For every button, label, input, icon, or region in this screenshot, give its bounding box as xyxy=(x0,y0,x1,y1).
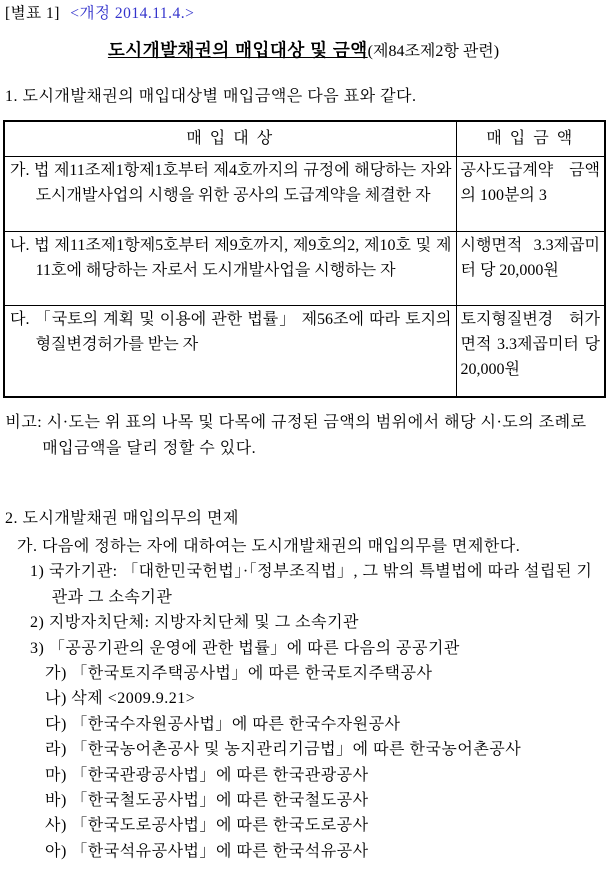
purchase-table xyxy=(3,120,606,398)
annex-label: [별표 1] xyxy=(5,5,60,22)
table-row-na xyxy=(4,231,605,305)
list-item-3-da: 다) 「한국수자원공사법」에 따른 한국수자원공사 xyxy=(45,715,401,733)
target-text-na: 나. 법 제11조제1항제5호부터 제9호까지, 제9호의2, 제10호 및 제11호에 해당하는 자로서 도시개발사업을 시행하는 자 xyxy=(10,236,452,279)
target-cell-na xyxy=(4,231,456,305)
amount-cell-ga: 공사도급계약 금액의 100분의 3 xyxy=(456,156,605,231)
target-text-ga: 가. 법 제11조제1항제1호부터 제4호까지의 규정에 해당하는 자와 도시개발사업의 시행을 위한 공사의 도급계약을 체결한 자 xyxy=(10,161,452,204)
list-item-3-a: 아) 「한국석유공사법」에 따른 한국석유공사 xyxy=(45,842,369,860)
target-text-da: 다. 「국토의 계획 및 이용에 관한 법률」 제56조에 따라 토지의 형질변경허가를 받는 자 xyxy=(10,310,452,353)
list-item-2: 2) 지방자치단체: 지방자치단체 및 그 소속기관 xyxy=(30,614,359,632)
target-cell-ga xyxy=(4,156,456,231)
title-main-text: 도시개발채권의 매입대상 및 금액 xyxy=(107,40,368,60)
exemption-list xyxy=(3,534,604,864)
column-header-target: 매 입 대 상 xyxy=(4,121,456,156)
target-cell-da xyxy=(4,305,456,397)
amount-cell-na: 시행면적 3.3제곱미터 당 20,000원 xyxy=(456,231,605,305)
headline xyxy=(3,4,604,24)
list-item-3-na: 나) 삭제 <2009.9.21> xyxy=(45,690,196,708)
list-item-ga: 가. 다음에 정하는 자에 대하여는 도시개발채권의 매입의무를 면제한다. xyxy=(17,538,521,555)
table-row-ga xyxy=(4,156,605,231)
header-row xyxy=(4,121,605,156)
purchase-table-body xyxy=(4,156,605,397)
revision-note: <개정 2014.11.4.> xyxy=(70,5,195,22)
amount-cell-da: 토지형질변경 허가면적 3.3제곱미터 당 20,000원 xyxy=(456,305,605,397)
title-sub-text: (제84조제2항 관련) xyxy=(367,43,500,60)
list-item-1: 1) 국가기관: 「대한민국헌법」·「정부조직법」, 그 밖의 특별법에 따라 설립된 기관과 그 소속기관 xyxy=(30,563,593,606)
purchase-table-head xyxy=(4,121,605,156)
list-item-3-ma: 마) 「한국관광공사법」에 따른 한국관광공사 xyxy=(45,766,369,784)
list-item-3-sa: 사) 「한국도로공사법」에 따른 한국도로공사 xyxy=(45,817,369,835)
section2-heading: 2. 도시개발채권 매입의무의 면제 xyxy=(5,510,239,527)
table-note: 비고: 시·도는 위 표의 나목 및 다목에 규정된 금액의 범위에서 해당 시·도의 조례로 매입금액을 달리 정할 수 있다. xyxy=(5,414,587,457)
list-item-3-ra: 라) 「한국농어촌공사 및 농지관리기금법」에 따른 한국농어촌공사 xyxy=(45,741,522,759)
list-item-3-ga: 가) 「한국토지주택공사법」에 따른 한국토지주택공사 xyxy=(45,665,433,683)
section1-heading: 1. 도시개발채권의 매입대상별 매입금액은 다음 표와 같다. xyxy=(5,88,417,105)
page-title xyxy=(3,39,604,63)
column-header-amount: 매 입 금 액 xyxy=(456,121,605,156)
list-item-3: 3) 「공공기관의 운영에 관한 법률」에 따른 다음의 공공기관 xyxy=(30,639,460,657)
table-row-da xyxy=(4,305,605,397)
list-item-3-ba: 바) 「한국철도공사법」에 따른 한국철도공사 xyxy=(45,792,369,810)
